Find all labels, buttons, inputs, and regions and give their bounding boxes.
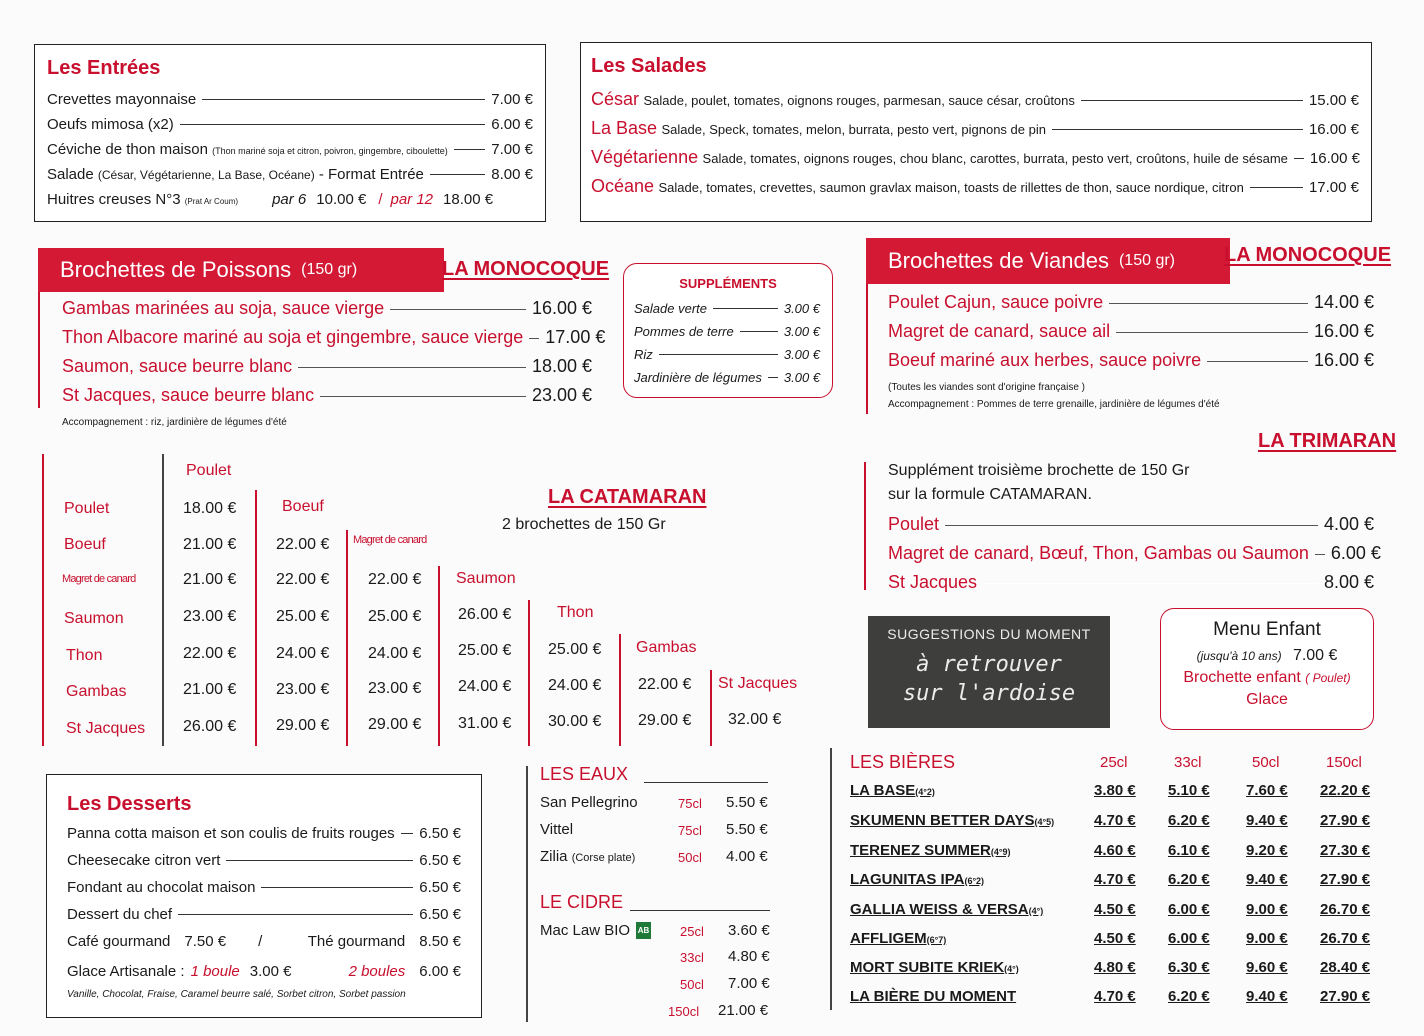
trimaran-intro: sur la formule CATAMARAN. (888, 486, 1092, 503)
the-name: Thé gourmand (307, 933, 406, 950)
catamaran-col-divider (346, 530, 348, 746)
glace-row (67, 963, 461, 980)
poisson-price: 17.00 € (545, 327, 606, 347)
dessert-name: Fondant au chocolat maison (67, 879, 256, 896)
poisson-item (62, 298, 592, 319)
catamaran-row-label: Magret de canard (62, 573, 136, 585)
entree-item (47, 116, 533, 133)
cidre-size: 33cl (680, 950, 704, 965)
salade-item (591, 176, 1359, 197)
salade-name: La Base (591, 118, 658, 138)
supplement-price: 3.00 € (783, 370, 821, 385)
catamaran-row-label: Saumon (64, 610, 124, 627)
dessert-name: Dessert du chef (67, 906, 173, 923)
biere-size-header: 25cl (1100, 754, 1128, 771)
salade-name: Océane (591, 176, 655, 196)
biere-size-header: 150cl (1326, 754, 1362, 771)
catamaran-price: 31.00 € (458, 715, 512, 732)
dessert-name: Cheesecake citron vert (67, 852, 221, 869)
catamaran-price: 22.00 € (638, 676, 692, 693)
trimaran-name: Magret de canard, Bœuf, Thon, Gambas ou Saumon (888, 543, 1309, 563)
catamaran-price: 25.00 € (276, 608, 330, 625)
biere-name: SKUMENN BETTER DAYS(4°5) (850, 812, 1055, 829)
eau-name: San Pellegrino (540, 794, 638, 811)
glace-name: Glace Artisanale : (67, 963, 185, 980)
cafe-sep: / (258, 933, 263, 950)
catamaran-price: 29.00 € (368, 716, 422, 733)
eau-item (540, 821, 772, 843)
biere-price: 7.60 € (1246, 782, 1288, 799)
biere-price: 9.00 € (1246, 901, 1288, 918)
huitres-row (47, 191, 493, 208)
salade-price: 16.00 € (1309, 150, 1360, 167)
dessert-item (67, 879, 461, 896)
cidre-size: 150cl (668, 1004, 700, 1019)
biere-row (850, 930, 1372, 956)
salade-desc: Salade, Speck, tomates, melon, burrata, pesto vert, pignons de pin (661, 122, 1046, 137)
entree-item (47, 141, 533, 158)
trimaran-rule (864, 462, 866, 590)
biere-price: 27.90 € (1320, 988, 1371, 1005)
catamaran-price: 23.00 € (368, 680, 422, 697)
poisson-name: Thon Albacore mariné au soja et gingembre, sauce vierge (62, 327, 524, 347)
catamaran-col-label: Boeuf (282, 498, 324, 515)
salades-box (580, 42, 1372, 222)
huitres-p12-label: par 12 (390, 191, 434, 208)
catamaran-price: 25.00 € (368, 608, 422, 625)
entree-name: Crevettes mayonnaise (47, 91, 197, 108)
biere-price: 3.80 € (1094, 782, 1136, 799)
entree-note: (Thon mariné soja et citron, poivron, gingembre, ciboulette) (212, 146, 448, 156)
huitres-sep: / (378, 191, 383, 208)
catamaran-price: 23.00 € (276, 681, 330, 698)
catamaran-price: 25.00 € (548, 641, 602, 658)
cidre-title: LE CIDRE (540, 892, 624, 912)
catamaran-subtitle: 2 brochettes de 150 Gr (502, 516, 666, 533)
catamaran-price: 29.00 € (638, 712, 692, 729)
biere-price: 28.40 € (1320, 959, 1371, 976)
trimaran-item (888, 514, 1374, 535)
catamaran-col-divider (255, 490, 257, 746)
eau-size: 50cl (678, 850, 702, 865)
cidre-item (676, 922, 776, 944)
cafe-row (67, 933, 461, 950)
catamaran-price: 25.00 € (458, 642, 512, 659)
catamaran-price: 29.00 € (276, 717, 330, 734)
poisson-name: St Jacques, sauce beurre blanc (62, 385, 315, 405)
catamaran-price: 22.00 € (183, 645, 237, 662)
biere-price: 4.60 € (1094, 842, 1136, 859)
salade-item (591, 89, 1359, 110)
entree-name: Oeufs mimosa (x2) (47, 116, 174, 133)
catamaran-price: 24.00 € (548, 677, 602, 694)
biere-name: TERENEZ SUMMER(4°9) (850, 842, 1011, 859)
huitres-note: (Prat Ar Coum) (184, 197, 239, 206)
eau-name: Vittel (540, 821, 574, 838)
entree-price: 8.00 € (491, 166, 533, 183)
entree-price: 6.00 € (491, 116, 533, 133)
dessert-name: Panna cotta maison et son coulis de fruits rouges (67, 825, 395, 842)
trimaran-intro: Supplément troisième brochette de 150 Gr (888, 462, 1190, 479)
viandes-weight: (150 gr) (1118, 252, 1175, 269)
eau-price: 5.50 € (726, 794, 768, 811)
cidre-name: Mac Law BIO (540, 922, 631, 939)
trimaran-name: Poulet (888, 514, 940, 534)
poissons-rule (38, 292, 40, 408)
eau-size: 75cl (678, 823, 702, 838)
biere-price: 4.70 € (1094, 871, 1136, 888)
entree-price: 7.00 € (491, 91, 533, 108)
viande-price: 16.00 € (1313, 321, 1374, 341)
biere-name: AFFLIGEM(6°7) (850, 930, 947, 947)
biere-price: 9.20 € (1246, 842, 1288, 859)
enfant-title: Menu Enfant (1213, 619, 1321, 640)
biere-price: 6.20 € (1168, 812, 1210, 829)
desserts-box (46, 774, 482, 1018)
bieres-divider (830, 748, 832, 1010)
catamaran-price: 30.00 € (548, 713, 602, 730)
enfant-dessert: Glace (1246, 691, 1288, 708)
biere-price: 4.50 € (1094, 930, 1136, 947)
biere-price: 5.10 € (1168, 782, 1210, 799)
salade-name: César (591, 89, 640, 109)
catamaran-col-divider (619, 634, 621, 746)
supplement-name: Pommes de terre (634, 324, 734, 339)
catamaran-row-label: Thon (66, 647, 103, 664)
biere-price: 9.40 € (1246, 871, 1288, 888)
biere-row (850, 988, 1372, 1014)
biere-price: 6.10 € (1168, 842, 1210, 859)
salade-item (591, 118, 1359, 139)
supplement-name: Riz (634, 347, 653, 362)
biere-price: 4.70 € (1094, 812, 1136, 829)
viande-name: Poulet Cajun, sauce poivre (888, 292, 1104, 312)
bio-icon: AB (636, 922, 651, 939)
eau-item (540, 794, 772, 816)
biere-row (850, 871, 1372, 897)
cafe-price: 7.50 € (184, 933, 227, 950)
biere-price: 26.70 € (1320, 930, 1371, 947)
biere-row (850, 782, 1372, 808)
viande-name: Boeuf mariné aux herbes, sauce poivre (888, 350, 1202, 370)
eau-note: (Corse plate) (571, 852, 636, 864)
enfant-age: (jusqu'à 10 ans) (1196, 649, 1282, 663)
biere-price: 27.90 € (1320, 871, 1371, 888)
glace-b1-price: 3.00 € (249, 963, 292, 980)
biere-price: 4.70 € (1094, 988, 1136, 1005)
dessert-price: 6.50 € (419, 852, 461, 869)
salade-price: 16.00 € (1308, 121, 1359, 138)
biere-price: 6.30 € (1168, 959, 1210, 976)
salade-desc: Salade, tomates, oignons rouges, chou blanc, carottes, burrata, pesto vert, croûtons, huile de sésame (702, 151, 1288, 166)
viandes-rule (866, 284, 868, 414)
viande-item (888, 292, 1374, 313)
viande-price: 14.00 € (1313, 292, 1374, 312)
catamaran-price: 21.00 € (183, 681, 237, 698)
dessert-price: 6.50 € (419, 906, 461, 923)
poisson-name: Gambas marinées au soja, sauce vierge (62, 298, 385, 318)
biere-price: 9.00 € (1246, 930, 1288, 947)
salade-desc: Salade, poulet, tomates, oignons rouges, parmesan, sauce césar, croûtons (643, 93, 1075, 108)
catamaran-title: LA CATAMARAN (548, 486, 707, 508)
biere-name: LA BIÈRE DU MOMENT (850, 988, 1017, 1005)
viandes-origine: (Toutes les viandes sont d'origine française ) (888, 382, 1086, 393)
eau-item (540, 848, 772, 870)
supplement-name: Salade verte (634, 301, 707, 316)
huitres-p6-label: par 6 (272, 191, 307, 208)
catamaran-row-label: Boeuf (64, 536, 106, 553)
glace-b2-price: 6.00 € (419, 963, 461, 980)
catamaran-col-label: Magret de canard (353, 534, 427, 546)
biere-row (850, 959, 1372, 985)
cidre-size: 25cl (680, 924, 704, 939)
poisson-item (62, 356, 592, 377)
biere-price: 9.40 € (1246, 988, 1288, 1005)
biere-row (850, 812, 1372, 838)
trimaran-name: St Jacques (888, 572, 978, 592)
poissons-formula: LA MONOCOQUE (442, 258, 610, 280)
supplement-price: 3.00 € (783, 347, 820, 362)
supplement-price: 3.00 € (783, 301, 820, 316)
supplement-item (634, 370, 820, 385)
biere-name: LAGUNITAS IPA(6°2) (850, 871, 985, 888)
biere-price: 27.90 € (1320, 812, 1371, 829)
cidre-size: 50cl (680, 977, 704, 992)
catamaran-col-divider (528, 600, 530, 746)
catamaran-price: 23.00 € (183, 608, 237, 625)
trimaran-item (888, 572, 1374, 593)
huitres-name: Huitres creuses N°3 (47, 191, 181, 208)
poissons-title: Brochettes de Poissons (60, 257, 292, 282)
biere-name: GALLIA WEISS & VERSA(4°) (850, 901, 1044, 918)
catamaran-col-divider (162, 454, 164, 746)
supplement-item (634, 347, 820, 362)
poisson-price: 23.00 € (531, 385, 592, 405)
trimaran-price: 6.00 € (1330, 543, 1381, 563)
catamaran-price: 21.00 € (183, 536, 237, 553)
trimaran-price: 8.00 € (1323, 572, 1374, 592)
eau-price: 4.00 € (726, 848, 768, 865)
cidre-title-rule (630, 910, 770, 911)
entree-name: Céviche de thon maison (47, 141, 208, 158)
biere-price: 6.00 € (1168, 901, 1210, 918)
entree-item (47, 91, 533, 108)
biere-name: MORT SUBITE KRIEK(4°) (850, 959, 1019, 976)
eau-size: 75cl (678, 796, 702, 811)
cidre-item (668, 1002, 776, 1024)
cidre-item (676, 975, 776, 997)
enfant-item: Brochette enfant (1183, 669, 1301, 686)
drinks-divider (526, 766, 528, 1022)
cidre-price: 3.60 € (728, 922, 770, 939)
suggestions-line: à retrouver (916, 652, 1062, 677)
biere-price: 4.80 € (1094, 959, 1136, 976)
huitres-p6-price: 10.00 € (316, 191, 367, 208)
biere-price: 22.20 € (1320, 782, 1371, 799)
dessert-price: 6.50 € (419, 825, 461, 842)
catamaran-col-divider (710, 670, 712, 746)
supplements-title: SUPPLÉMENTS (679, 276, 777, 291)
enfant-box (1160, 608, 1374, 730)
entree-format: - Format Entrée (318, 166, 424, 183)
viande-name: Magret de canard, sauce ail (888, 321, 1111, 341)
entree-item (47, 166, 533, 183)
catamaran-col-label: Thon (557, 604, 594, 621)
poisson-item (62, 327, 606, 348)
biere-row (850, 901, 1372, 927)
suggestions-line: sur l'ardoise (902, 681, 1076, 706)
biere-price: 6.20 € (1168, 988, 1210, 1005)
poissons-accompagnement: Accompagnement : riz, jardinière de légumes d'été (62, 417, 287, 428)
biere-price: 4.50 € (1094, 901, 1136, 918)
trimaran-item (888, 543, 1381, 564)
cidre-price: 4.80 € (728, 948, 770, 965)
glace-parfums: Vanille, Chocolat, Fraise, Caramel beurre salé, Sorbet citron, Sorbet passion (67, 989, 406, 1000)
eau-name: Zilia (540, 848, 568, 865)
poisson-price: 18.00 € (531, 356, 592, 376)
catamaran-price: 24.00 € (458, 678, 512, 695)
cidre-price: 7.00 € (728, 975, 770, 992)
dessert-price: 6.50 € (419, 879, 461, 896)
catamaran-row-label: St Jacques (66, 720, 146, 737)
supplement-price: 3.00 € (783, 324, 820, 339)
the-price: 8.50 € (419, 933, 461, 950)
biere-price: 9.60 € (1246, 959, 1288, 976)
catamaran-price: 18.00 € (183, 500, 237, 517)
glace-b2: 2 boules (348, 963, 406, 980)
entree-price: 7.00 € (491, 141, 533, 158)
viandes-accompagnement: Accompagnement : Pommes de terre grenaille, jardinière de légumes d'été (888, 399, 1220, 410)
biere-name: LA BASE(4°2) (850, 782, 935, 799)
enfant-item-note: ( Poulet) (1305, 671, 1351, 685)
poissons-weight: (150 gr) (301, 261, 358, 278)
poisson-item (62, 385, 592, 406)
salade-price: 15.00 € (1308, 92, 1359, 109)
catamaran-row-label: Gambas (66, 683, 127, 700)
catamaran-price: 24.00 € (368, 645, 422, 662)
biere-price: 6.00 € (1168, 930, 1210, 947)
supplement-item (634, 324, 820, 339)
catamaran-col-label: Poulet (186, 462, 232, 479)
salades-title: Les Salades (591, 55, 707, 77)
salade-price: 17.00 € (1308, 179, 1359, 196)
catamaran-price: 24.00 € (276, 645, 330, 662)
catamaran-price: 22.00 € (276, 571, 330, 588)
poisson-name: Saumon, sauce beurre blanc (62, 356, 293, 376)
entrees-title: Les Entrées (47, 57, 161, 79)
dessert-item (67, 852, 461, 869)
viandes-formula: LA MONOCOQUE (1224, 244, 1392, 266)
cidre-item (676, 948, 776, 970)
catamaran-row-label: Poulet (64, 500, 110, 517)
eaux-title-rule (644, 782, 768, 783)
catamaran-rule (42, 454, 44, 746)
salade-name: Végétarienne (591, 147, 699, 167)
cidre-price: 21.00 € (718, 1002, 769, 1019)
supplement-item (634, 301, 820, 316)
entree-name: Salade (47, 166, 94, 183)
eaux-title: LES EAUX (540, 764, 629, 784)
catamaran-col-divider (438, 566, 440, 746)
entree-note: (César, Végétarienne, La Base, Océane) (97, 168, 315, 182)
catamaran-col-label: Saumon (456, 570, 516, 587)
biere-price: 6.20 € (1168, 871, 1210, 888)
enfant-price: 7.00 € (1292, 647, 1338, 664)
catamaran-price: 21.00 € (183, 571, 237, 588)
biere-size-header: 50cl (1252, 754, 1280, 771)
biere-row (850, 842, 1372, 868)
catamaran-price: 32.00 € (728, 711, 782, 728)
viandes-band (866, 238, 1230, 284)
catamaran-price: 26.00 € (183, 718, 237, 735)
desserts-title: Les Desserts (67, 793, 192, 815)
suggestions-title: SUGGESTIONS DU MOMENT (887, 626, 1091, 642)
catamaran-price: 22.00 € (368, 571, 422, 588)
viande-price: 16.00 € (1313, 350, 1374, 370)
supplement-name: Jardinière de légumes (634, 370, 762, 385)
biere-price: 9.40 € (1246, 812, 1288, 829)
entrees-box (34, 44, 546, 222)
poissons-band (38, 248, 444, 292)
huitres-p12-price: 18.00 € (443, 191, 494, 208)
catamaran-col-label: Gambas (636, 639, 697, 656)
catamaran-col-label: St Jacques (718, 675, 798, 692)
supplements-box (623, 263, 833, 398)
eau-price: 5.50 € (726, 821, 768, 838)
poisson-price: 16.00 € (531, 298, 592, 318)
salade-item (591, 147, 1359, 168)
bieres-title: LES BIÈRES (850, 752, 956, 772)
glace-b1: 1 boule (190, 963, 240, 980)
viandes-title: Brochettes de Viandes (888, 248, 1109, 273)
catamaran-price: 26.00 € (458, 606, 512, 623)
trimaran-price: 4.00 € (1323, 514, 1374, 534)
trimaran-title: LA TRIMARAN (1258, 430, 1397, 452)
dessert-item (67, 906, 461, 923)
viande-item (888, 350, 1374, 371)
salade-desc: Salade, tomates, crevettes, saumon gravlax maison, toasts de rillettes de thon, sauce nordique, citron (658, 180, 1244, 195)
biere-price: 27.30 € (1320, 842, 1371, 859)
suggestions-board (868, 616, 1110, 728)
viande-item (888, 321, 1374, 342)
biere-size-header: 33cl (1174, 754, 1202, 771)
dessert-item (67, 825, 461, 842)
biere-price: 26.70 € (1320, 901, 1371, 918)
catamaran-price: 22.00 € (276, 536, 330, 553)
cafe-name: Café gourmand (67, 933, 171, 950)
